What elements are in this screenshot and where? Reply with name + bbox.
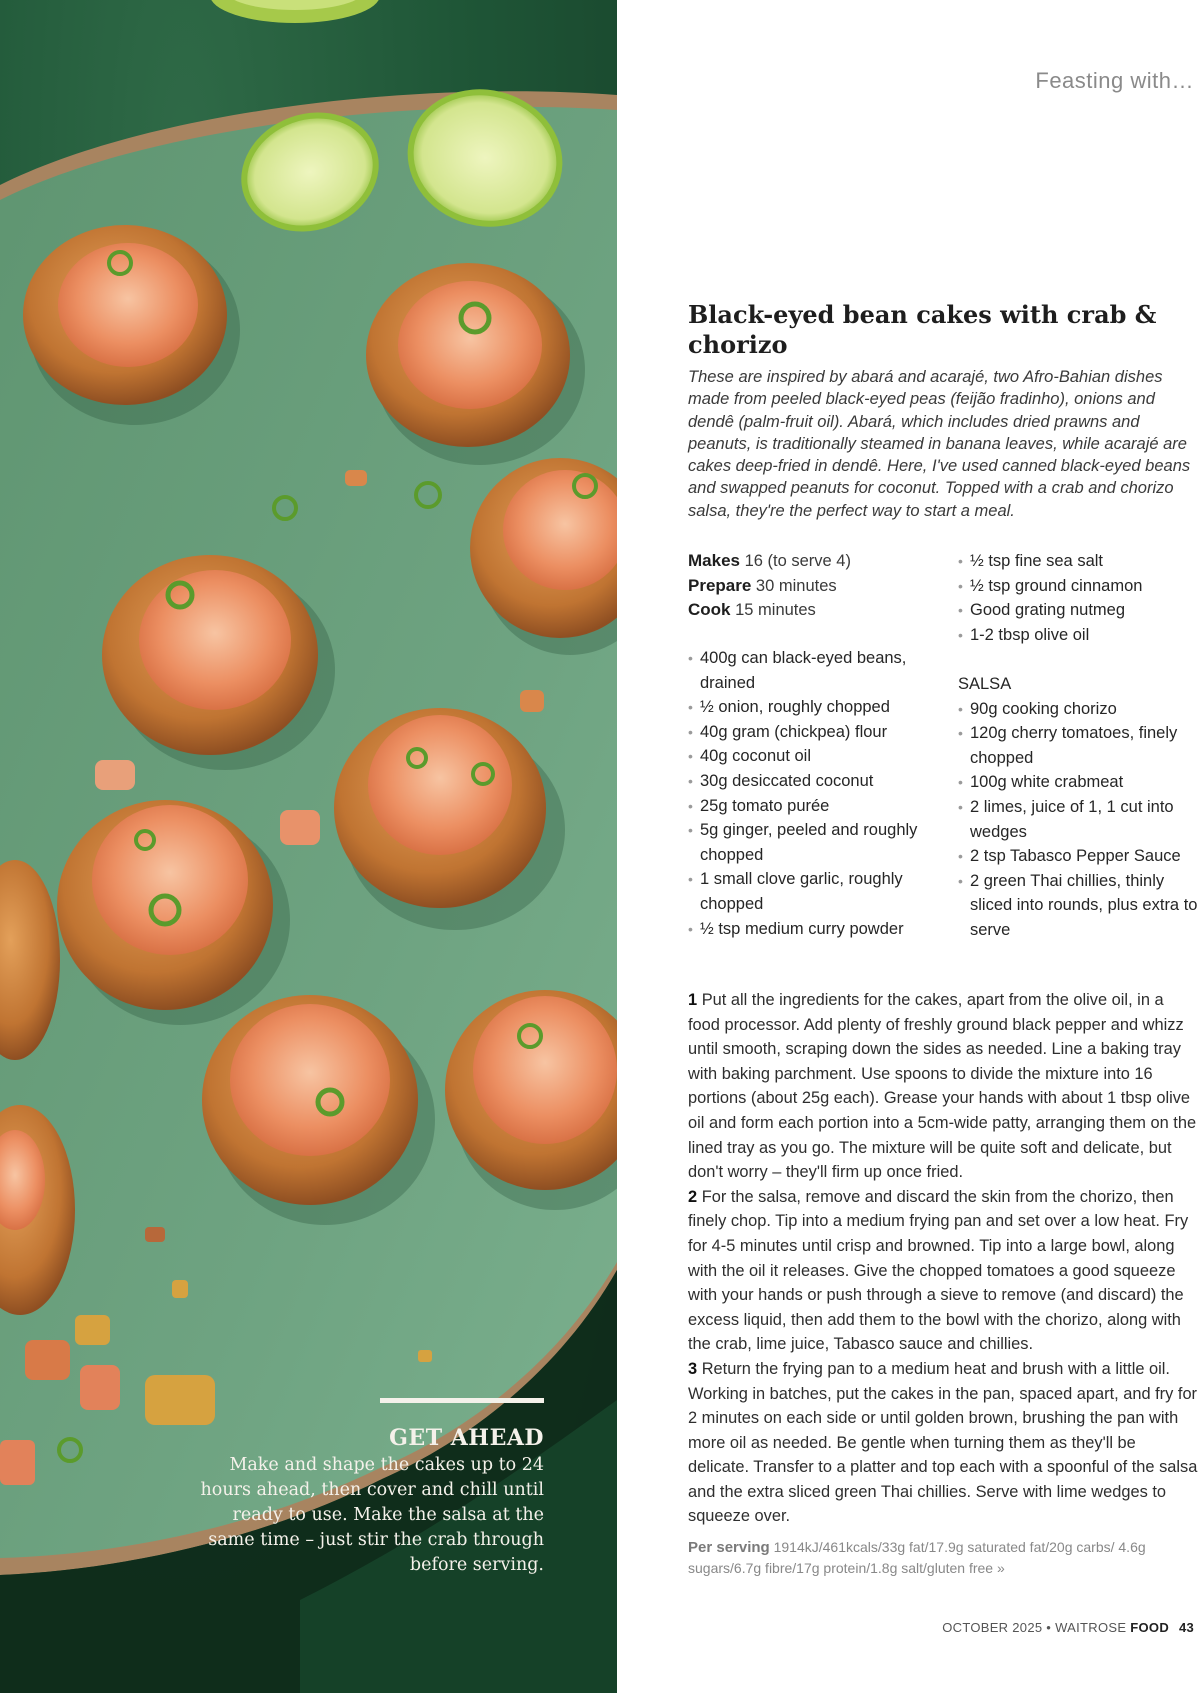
ingredients-cakes-col1 — [688, 646, 938, 941]
ingredient-item: • 120g cherry tomatoes, finely chopped — [958, 721, 1198, 770]
cook-label: Cook — [688, 600, 731, 619]
ingredient-item: • 40g coconut oil — [688, 744, 938, 769]
step-number: 2 — [688, 1187, 698, 1206]
ingredient-item: • ½ tsp medium curry powder — [688, 917, 938, 942]
ingredient-item: • 5g ginger, peeled and roughly chopped — [688, 818, 938, 867]
salsa-heading: SALSA — [958, 675, 1012, 693]
method — [688, 988, 1198, 1529]
recipe-meta — [688, 549, 851, 623]
ingredient-item: • ½ tsp ground cinnamon — [958, 574, 1198, 599]
ingredient-item: • 2 limes, juice of 1, 1 cut into wedges — [958, 795, 1198, 844]
ingredient-item: • ½ onion, roughly chopped — [688, 695, 938, 720]
ingredient-item: • 400g can black-eyed beans, drained — [688, 646, 938, 695]
makes-value: 16 (to serve 4) — [744, 552, 851, 570]
get-ahead-box — [200, 1398, 544, 1578]
ingredients-salsa — [958, 672, 1198, 943]
step-text: Return the frying pan to a medium heat and brush with a little oil. Working in batches, put the cakes in the pan, spaced apart, and fry for 2 minutes on each side or until golden brown, brushing the pan with more oil as needed. Be gentle when turning them as they'll be delicate. Transfer to a platter and top each with a spoonful of the salsa and the extra sliced green Thai chillies. Serve with lime wedges to squeeze over. — [688, 1359, 1198, 1526]
nutrition-info — [688, 1537, 1168, 1578]
page-number: 43 — [1178, 1620, 1194, 1635]
ingredient-item: • Good grating nutmeg — [958, 598, 1198, 623]
method-step — [688, 988, 1198, 1185]
ingredient-item: • 40g gram (chickpea) flour — [688, 720, 938, 745]
get-ahead-heading: GET AHEAD — [389, 1425, 544, 1451]
ingredient-item: • 1-2 tbsp olive oil — [958, 623, 1198, 648]
method-step — [688, 1185, 1198, 1357]
ingredients-cakes-col2 — [958, 549, 1198, 647]
prepare-label: Prepare — [688, 575, 752, 595]
recipe-intro: These are inspired by abará and acarajé, two Afro-Bahian dishes made from peeled black-eyed peas (feijão fradinho), onions and dendê (palm-fruit oil). Abará, which includes dried prawns and peanuts, is traditionally steamed in banana leaves, while acarajé are cakes deep-fried in dendê. Here, I've used canned black-eyed beans and swapped peanuts for coconut. Topped with a crab and chorizo salsa, they're the perfect way to start a meal. — [688, 368, 1191, 520]
makes-label: Makes — [688, 551, 740, 570]
footer-issue: OCTOBER 2025 • WAITROSE — [942, 1620, 1127, 1635]
footer-brand: FOOD — [1130, 1620, 1170, 1635]
ingredient-item: • 2 tsp Tabasco Pepper Sauce — [958, 844, 1198, 869]
ingredient-item: • 25g tomato purée — [688, 794, 938, 819]
ingredient-item: • 100g white crabmeat — [958, 770, 1198, 795]
prepare-row — [688, 574, 851, 599]
ingredient-item: • 2 green Thai chillies, thinly sliced into rounds, plus extra to serve — [958, 869, 1198, 943]
step-text: Put all the ingredients for the cakes, apart from the olive oil, in a food processor. Add plenty of freshly ground black pepper and whizz until smooth, scraping down the sides as needed. Line a baking tray with baking parchment. Use spoons to divide the mixture into 16 portions (about 25g each). Grease your hands with about 1 tbsp olive oil and form each portion into a 5cm-wide patty, arranging them on the lined tray as you go. The mixture will be quite soft and delicate, but don't worry – they'll firm up once fried. — [688, 991, 1197, 1182]
cook-row — [688, 598, 851, 623]
method-step — [688, 1357, 1198, 1529]
ingredient-item: • 1 small clove garlic, roughly chopped — [688, 867, 938, 916]
step-text: For the salsa, remove and discard the skin from the chorizo, then finely chop. Tip into a medium frying pan and set over a low heat. Fry for 4-5 minutes until crisp and browned. Tip into a large bowl, along with the oil it releases. Give the chopped tomatoes a good squeeze with your hands or push through a sieve to remove (and discard) the excess liquid, then add them to the bowl with the chorizo, along with the crab, lime juice, Tabasco sauce and chillies. — [688, 1187, 1189, 1354]
ingredient-item: • 30g desiccated coconut — [688, 769, 938, 794]
get-ahead-rule — [380, 1398, 544, 1403]
makes-row — [688, 549, 851, 574]
nutrition-label: Per serving — [688, 1539, 770, 1556]
cook-value: 15 minutes — [735, 601, 816, 619]
nutrition-value: 1914kJ/461kcals/33g fat/17.9g saturated fat/20g carbs/ 4.6g sugars/6.7g fibre/17g protein/1.8g salt/gluten free » — [688, 1539, 1146, 1576]
get-ahead-text: Make and shape the cakes up to 24 hours ahead, then cover and chill until ready to use. Make the salsa at the same time – just stir the crab through before serving. — [200, 1455, 544, 1575]
step-number: 1 — [688, 991, 698, 1009]
ingredient-item: • 90g cooking chorizo — [958, 697, 1198, 722]
recipe-title: Black-eyed bean cakes with crab & chorizo — [688, 300, 1157, 359]
section-kicker: Feasting with… — [1035, 68, 1194, 93]
ingredient-item: • ½ tsp fine sea salt — [958, 549, 1198, 574]
page-footer — [942, 1620, 1194, 1635]
step-number: 3 — [688, 1359, 698, 1378]
prepare-value: 30 minutes — [755, 576, 837, 595]
